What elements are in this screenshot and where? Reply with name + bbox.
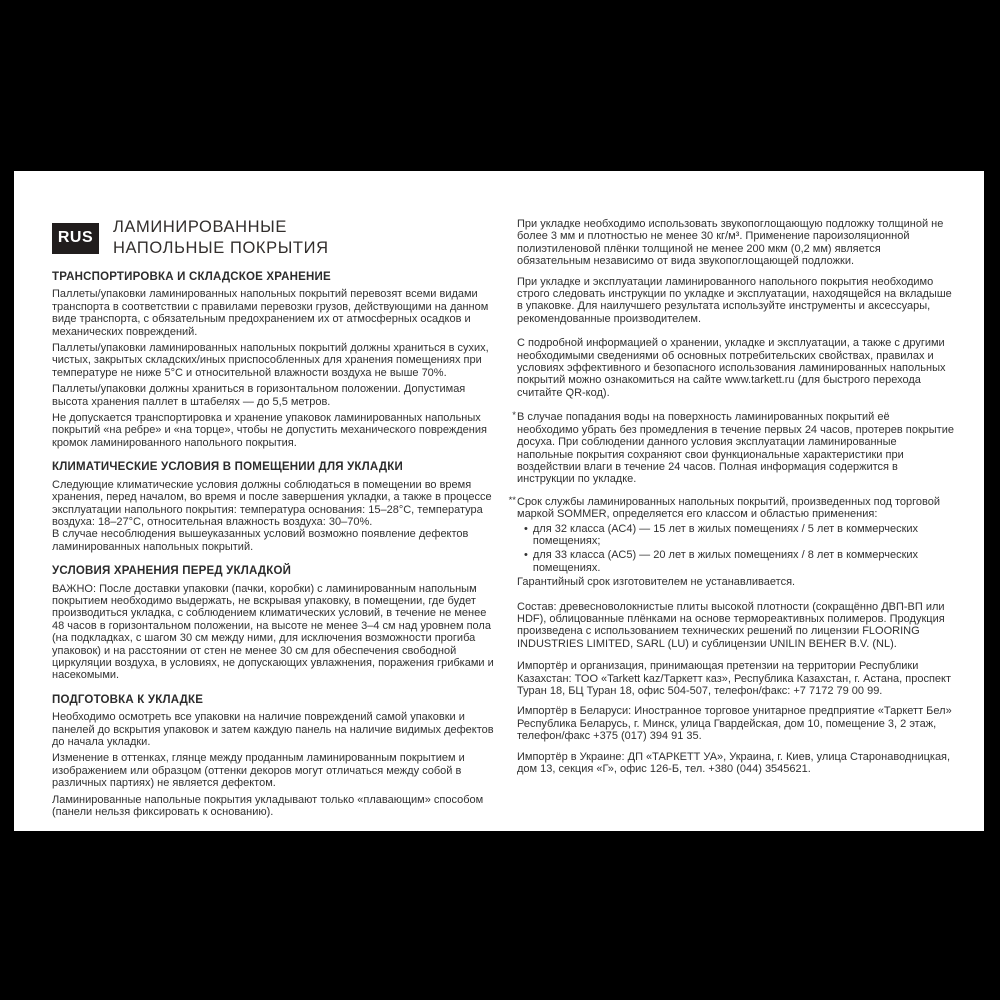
bullet-icon: •: [524, 522, 528, 535]
list-item-class-33: [517, 549, 954, 574]
paragraph-important: ВАЖНО: После доставки упаковки (пачки, коробки) с ламинированным напольным покрытием необходимо выдержать, не вскрывая упаковку, в помещении, где будет производиться укладка, с соблюдением климатических условий, в течение не менее 48 часов в горизонтальном положении, на высоте не менее 3–4 см над уровнем пола (на подкладках, с шагом 30 см между ними, для исключения возможности прогиба упаковок) и на расстоянии от стен не менее 30 см для обеспечения свободной циркуляции воздуха, в условиях, не допускающих увлажнения, поражения грибками и насекомыми.: [52, 582, 494, 682]
paragraph-transport-1: Паллеты/упаковки ламинированных напольных покрытий перевозят всеми видами транспорта в соответствии с правилами перевозки грузов, действующими на данном виде транспорта, с обязательным предохранением их от атмосферных осадков и механических повреждений.: [52, 288, 489, 338]
list-item-class-32: [517, 523, 954, 548]
section-heading-transport-storage: ТРАНСПОРТИРОВКА И СКЛАДСКОЕ ХРАНЕНИЕ: [52, 271, 331, 283]
paragraph-climate-1: Следующие климатические условия должны соблюдаться в помещении во время хранения, перед началом, во время и после завершения укладки, а также в процессе эксплуатации напольного покрытия: температура основания: 15–28°С, температура воздуха: 18–27°С, относительная влажность воздуха: 30–70%.: [52, 478, 492, 528]
section-heading-climate: КЛИМАТИЧЕСКИЕ УСЛОВИЯ В ПОМЕЩЕНИИ ДЛЯ УКЛАДКИ: [52, 461, 403, 474]
left-column: [52, 217, 498, 822]
section-heading-storage-before-install: УСЛОВИЯ ХРАНЕНИЯ ПЕРЕД УКЛАДКОЙ: [52, 565, 292, 578]
title-line-1: ЛАМИНИРОВАННЫЕ: [113, 218, 287, 236]
paragraph-preparation-2: Изменение в оттенках, глянце между проданным ламинированным покрытием и изображением или образцом (оттенки декоров могут отличаться между собой в различных партиях) не является дефектом.: [52, 752, 465, 790]
paragraph-transport-3: Паллеты/упаковки должны храниться в горизонтальном положении. Допустимая высота хранения паллет в штабелях — до 5,5 метров.: [52, 383, 466, 408]
language-badge: RUS: [52, 223, 99, 254]
paragraph-preparation-1: Необходимо осмотреть все упаковки на наличие повреждений самой упаковки и панелей до вскрытия упаковок и затем каждую панель на наличие видимых дефектов до начала укладки.: [52, 711, 494, 748]
footnote-service-life: [508, 494, 954, 589]
document-page: [14, 171, 984, 831]
paragraph-website-info: С подробной информацией о хранении, укладке и эксплуатации, а также с другими необходимыми сведениями об основных потребительских свойствах, правилах и условиях эффективного и безопасного использования ламинированных напольных покрытий можно ознакомиться на сайте www.tarkett.ru (для быстрого перехода считайте QR-код).: [517, 337, 946, 399]
paragraph-composition: Состав: древесноволокнистые плиты высокой плотности (сокращённо ДВП-ВП или HDF), облицованные плёнками на основе термореактивных полимеров. Продукция произведена с использованием технических решений по лицензии FLOORING INDUSTRIES LIMITED, SARL (LU) и сублицензии UNILIN BEHER B.V. (NL).: [517, 600, 945, 650]
paragraph-transport-4: Не допускается транспортировка и хранение упаковок ламинированных напольных покрытий «на ребре» и «на торце», чтобы не допустить механического повреждения кромок ламинированного напольного покрытия.: [52, 412, 487, 449]
paragraph-importer-ukraine: Импортёр в Украине: ДП «ТАРКЕТТ УА», Украина, г. Киев, улица Старонаводницкая, дом 13, секция «Г», офис 126-Б, тел. +380 (044) 3545621.: [517, 750, 951, 776]
paragraph-importer-kazakhstan: Импортёр и организация, принимающая претензии на территории Республики Казахстан: ТОО «Tarkett kaz/Таркетт каз», Республика Казахстан, г. Астана, проспект Туран 18, БЦ Туран 18, офис 504-507, телефон/факс: +7 7172 79 00 99.: [517, 660, 952, 697]
title-line-2: НАПОЛЬНЫЕ ПОКРЫТИЯ: [113, 239, 329, 257]
bullet-icon: •: [524, 549, 528, 562]
section-heading-preparation: ПОДГОТОВКА К УКЛАДКЕ: [52, 693, 204, 706]
footnote-water-text: В случае попадания воды на поверхность ламинированных покрытий её необходимо убрать без промедления в течение первых 24 часов, протерев покрытие досуха. При соблюдении данного условия эксплуатации ламинированные напольные покрытия сохраняют свои функциональные характеристики при воздействии влаги в течение 24 часов. Полная информация содержится в инструкции по укладке.: [517, 411, 954, 486]
asterisk-marker: *: [512, 410, 516, 422]
service-life-intro: Срок службы ламинированных напольных покрытий, произведенных под торговой маркой SOMMER, определяется его классом и областью применения:: [517, 495, 940, 521]
document-header: [52, 217, 498, 259]
footnote-water: [512, 410, 954, 486]
document-title: [113, 217, 329, 259]
list-item-text: для 32 класса (АС4) — 15 лет в жилых помещениях / 5 лет в коммерческих помещениях;: [532, 522, 919, 547]
paragraph-transport-2: Паллеты/упаковки ламинированных напольных покрытий должны храниться в сухих, чистых, закрытых складских/иных приспособленных для хранения помещениях при температуре не ниже 5°С и относительной влажности воздуха не выше 70%.: [52, 342, 489, 379]
right-column: [508, 218, 954, 783]
paragraph-instructions: При укладке и эксплуатации ламинированного напольного покрытия необходимо строго следовать инструкции по укладке и эксплуатации, находящейся на вкладыше в упаковке. Для наилучшего результата используйте инструменты и аксессуары, рекомендованные производителем.: [517, 275, 952, 325]
list-item-text: для 33 класса (АС5) — 20 лет в жилых помещениях / 8 лет в коммерческих помещениях.: [532, 549, 919, 574]
warranty-note: Гарантийный срок изготовителем не устанавливается.: [517, 576, 796, 589]
paragraph-importer-belarus: Импортёр в Беларуси: Иностранное торговое унитарное предприятие «Таркетт Бел» Республика Беларусь, г. Минск, улица Гвардейская, дом 10, помещение 3, 2 этаж, телефон/факс +375 (017) 394 91 35.: [517, 705, 952, 743]
double-asterisk-marker: **: [508, 494, 516, 506]
paragraph-climate-2: В случае несоблюдения вышеуказанных условий возможно появление дефектов ламинированных напольных покрытий.: [52, 528, 469, 553]
paragraph-preparation-3: Ламинированные напольные покрытия укладывают только «плавающим» способом (панели нельзя фиксировать к основанию).: [52, 793, 484, 819]
paragraph-underlay: При укладке необходимо использовать звукопоглощающую подложку толщиной не более 3 мм и плотностью не менее 30 кг/м³. Применение пароизоляционной полиэтиленовой плёнки толщиной не менее 200 мкм (0,2 мм) является обязательным независимо от вида звукопоглощающей подложки.: [517, 218, 944, 268]
